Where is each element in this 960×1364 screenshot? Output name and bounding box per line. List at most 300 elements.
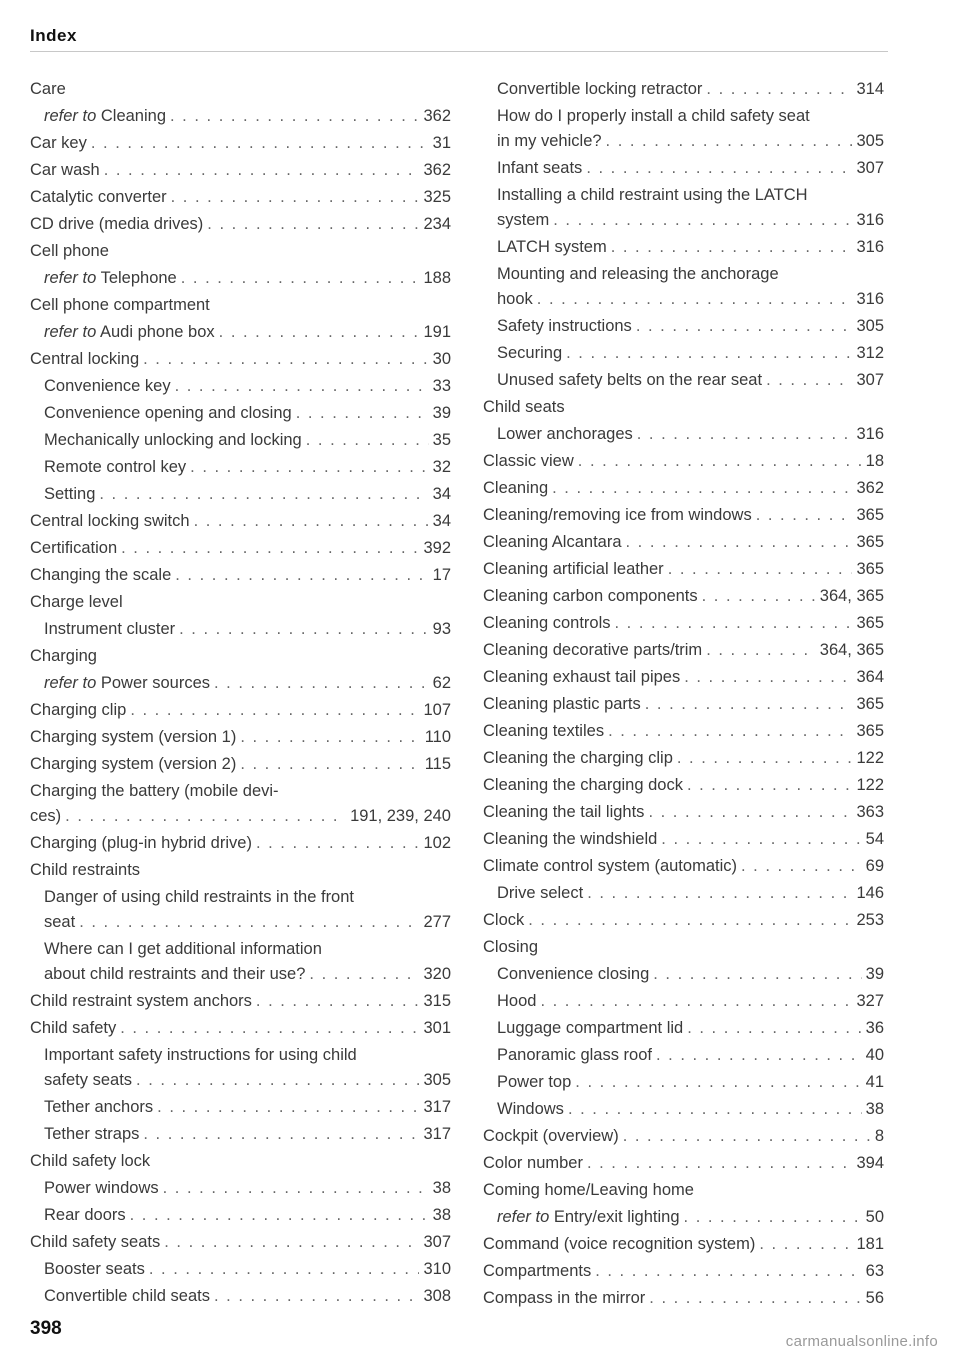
entry-row [497,156,884,181]
index-subentry [483,183,884,235]
entry-term [483,1232,755,1257]
index-subentry [483,1097,884,1124]
entry-row [44,1068,451,1093]
entry-label: Entry/exit lighting [553,1208,680,1226]
index-entry [30,293,451,320]
entry-label: seat [44,913,76,931]
entry-term [30,1016,116,1041]
page-reference: 36 [865,1019,884,1037]
entry-label: Charging clip [30,701,127,719]
entry-row [30,563,451,588]
page-reference: 317 [423,1125,451,1143]
entry-term [483,476,548,501]
index-subentry [483,989,884,1016]
index-subentry [30,266,451,293]
page-reference: 301 [423,1019,451,1037]
entry-row [30,185,451,210]
entry-label: Charging (plug-in hybrid drive) [30,834,252,852]
dot-leader [149,1257,420,1282]
cross-reference-label: refer to [497,1208,550,1226]
entry-term [483,1286,645,1311]
entry-term [30,858,140,883]
entry-term [44,455,186,480]
page-reference: 50 [865,1208,884,1226]
index-entry [30,831,451,858]
index-entry [30,858,451,885]
entry-term [497,368,762,393]
entry-row [44,1257,451,1282]
entry-term [44,617,175,642]
dot-leader [611,235,853,260]
entry-label: Cleaning the charging clip [483,749,673,767]
dot-leader [130,698,419,723]
page-reference: 63 [865,1262,884,1280]
dot-leader [136,1068,419,1093]
dot-leader [552,476,852,501]
entry-term [30,563,171,588]
index-subentry [483,235,884,262]
dot-leader [65,804,346,829]
entry-term [44,1176,159,1201]
entry-label: Setting [44,485,96,503]
dot-leader [157,1095,419,1120]
entry-label: Cleaning carbon components [483,587,698,605]
entry-label: Car key [30,134,87,152]
entry-label: Cell phone compartment [30,296,210,314]
entry-row [483,1259,884,1284]
index-entry [483,692,884,719]
page-reference: 362 [423,107,451,125]
index-entry [30,752,451,779]
entry-label: Cleaning plastic parts [483,695,641,713]
dot-leader [741,854,862,879]
dot-leader [687,1016,861,1041]
page-reference: 392 [423,539,451,557]
entry-term [30,77,66,102]
entry-row [44,1284,451,1309]
index-entry [30,158,451,185]
dot-leader [587,881,852,906]
entry-label: Cockpit (overview) [483,1127,619,1145]
entry-label: Hood [497,992,537,1010]
entry-row [44,910,451,935]
entry-term [44,266,177,291]
dot-leader [649,1286,861,1311]
index-entry [483,773,884,800]
entry-term [483,611,611,636]
entry-term [44,1203,126,1228]
entry-label: Coming home/Leaving home [483,1181,694,1199]
index-subentry [483,262,884,314]
index-entry [30,1149,451,1176]
entry-term [497,235,607,260]
entry-row [483,584,884,609]
index-entry [30,1230,451,1257]
entry-row [30,1016,451,1041]
entry-term [483,719,604,744]
dot-leader [706,77,852,102]
index-entry [30,725,451,752]
index-subentry [483,962,884,989]
entry-term [30,536,117,561]
entry-term [30,131,87,156]
index-entry [483,1232,884,1259]
index-entry [30,1016,451,1043]
entry-label: Charge level [30,593,123,611]
page-reference: 364 [856,668,884,686]
cross-reference-label: refer to [44,269,97,287]
dot-leader [528,908,852,933]
index-entry [483,530,884,557]
index-entry [483,449,884,476]
index-entry [483,503,884,530]
index-entry [483,746,884,773]
entry-term [44,671,210,696]
entry-label: Central locking [30,350,140,368]
index-subentry [30,885,451,937]
index-subentry [30,104,451,131]
entry-label: Convenience closing [497,965,650,983]
entry-label: Charging system (version 1) [30,728,237,746]
header-divider [30,51,888,52]
dot-leader [306,428,429,453]
entry-label: Mechanically unlocking and locking [44,431,302,449]
dot-leader [626,530,853,555]
index-subentry [483,314,884,341]
entry-row [44,455,451,480]
entry-row [44,320,451,345]
page-reference: 305 [856,132,884,150]
entry-row [44,266,451,291]
entry-label: Booster seats [44,1260,145,1278]
entry-label: Child safety lock [30,1152,151,1170]
page-reference: 314 [856,80,884,98]
entry-row [497,287,884,312]
entry-term [497,881,583,906]
page-reference: 316 [856,211,884,229]
dot-leader [240,752,420,777]
entry-row [30,858,451,883]
entry-term [497,1097,564,1122]
index-entry [30,989,451,1016]
entry-label: Classic view [483,452,574,470]
entry-row [483,1124,884,1149]
entry-term [44,401,292,426]
entry-term [30,752,236,777]
dot-leader [181,266,420,291]
entry-row [44,617,451,642]
index-subentry [483,1070,884,1097]
entry-label: ces) [30,807,62,825]
page-reference: 305 [856,317,884,335]
entry-label: Lower anchorages [497,425,633,443]
page-reference: 110 [424,728,451,746]
index-entry [30,77,451,104]
entry-term [30,347,139,372]
entry-term [497,1016,683,1041]
page-reference: 307 [856,159,884,177]
entry-term [497,77,702,102]
entry-row [483,1151,884,1176]
page-reference: 312 [856,344,884,362]
cross-reference-label: refer to [44,674,97,692]
page-reference: 35 [432,431,451,449]
entry-term [30,1230,160,1255]
dot-leader [309,962,419,987]
page-reference: 102 [423,834,451,852]
page-reference: 253 [856,911,884,929]
entry-label: Cell phone [30,242,109,260]
entry-term [483,530,622,555]
page-reference: 365 [856,506,884,524]
entry-row [30,804,451,829]
entry-row [30,698,451,723]
page-reference: 307 [856,371,884,389]
entry-row [483,827,884,852]
index-subentry [30,482,451,509]
page-reference: 363 [856,803,884,821]
entry-row [483,611,884,636]
page-number: 398 [30,1318,62,1339]
dot-leader [756,503,853,528]
entry-label: Convenience key [44,377,171,395]
entry-term [497,314,632,339]
index-entry [483,908,884,935]
index-entry [30,239,451,266]
entry-text-line: Installing a child restraint using the LATCH [497,186,808,204]
entry-label: Cleaning [100,107,167,125]
dot-leader [568,1097,862,1122]
page-reference: 146 [856,884,884,902]
entry-row [483,746,884,771]
entry-label: Care [30,80,66,98]
entry-row [497,1043,884,1068]
index-subentry [483,1205,884,1232]
index-subentry [483,341,884,368]
entry-term [483,854,737,879]
entry-label: Compass in the mirror [483,1289,646,1307]
entry-row [497,341,884,366]
index-subentry [30,428,451,455]
entry-row [30,590,451,615]
dot-leader [537,287,853,312]
page-reference: 308 [423,1287,451,1305]
entry-label: Changing the scale [30,566,172,584]
entry-label: Luggage compartment lid [497,1019,684,1037]
page-reference: 122 [856,749,884,767]
index-subentry [30,1284,451,1311]
entry-row [497,881,884,906]
dot-leader [104,158,420,183]
entry-row [30,1149,451,1174]
index-entry [483,665,884,692]
page-reference: 315 [423,992,451,1010]
entry-row [483,395,884,420]
page-reference: 364, 365 [819,641,884,659]
page-reference: 320 [423,965,451,983]
entry-term [30,590,123,615]
page-reference: 188 [423,269,451,287]
page-reference: 62 [432,674,451,692]
dot-leader [214,671,429,696]
entry-label: Remote control key [44,458,187,476]
entry-term [30,1149,150,1174]
entry-text-line: Charging the battery (mobile devi- [30,782,279,800]
entry-row [30,1230,451,1255]
entry-label: Audi phone box [99,323,215,341]
page-reference: 39 [432,404,451,422]
index-entry [483,611,884,638]
index-entry [30,698,451,725]
entry-label: Cleaning the tail lights [483,803,645,821]
index-subentry [30,671,451,698]
entry-term [44,482,95,507]
entry-label: Central locking switch [30,512,190,530]
entry-row [483,719,884,744]
index-entry [483,638,884,665]
dot-leader [130,1203,429,1228]
entry-term [44,104,166,129]
cross-reference-label: refer to [44,107,97,125]
entry-label: Tether straps [44,1125,140,1143]
entry-term [30,644,97,669]
dot-leader [179,617,429,642]
entry-label: Child safety seats [30,1233,161,1251]
entry-row [44,1122,451,1147]
dot-leader [595,1259,861,1284]
entry-term [497,1043,652,1068]
page-reference: 310 [423,1260,451,1278]
dot-leader [706,638,816,663]
page-reference: 39 [865,965,884,983]
index-subentry [483,1016,884,1043]
entry-label: Panoramic glass roof [497,1046,652,1064]
entry-term [483,1151,583,1176]
dot-leader [296,401,429,426]
entry-row [483,476,884,501]
entry-term [44,962,305,987]
index-entry [30,212,451,239]
entry-row [44,374,451,399]
entry-term [483,638,702,663]
entry-label: Safety instructions [497,317,632,335]
page-reference: 33 [432,377,451,395]
entry-term [44,320,215,345]
entry-row [30,644,451,669]
page-reference: 365 [856,614,884,632]
entry-label: Power windows [44,1179,159,1197]
index-entry [483,395,884,422]
entry-row [483,503,884,528]
page-reference: 34 [432,485,451,503]
index-entry [30,347,451,374]
index-entry [30,509,451,536]
page-reference: 327 [856,992,884,1010]
entry-label: safety seats [44,1071,133,1089]
entry-row [497,208,884,233]
entry-row [483,557,884,582]
entry-label: LATCH system [497,238,607,256]
entry-row [30,131,451,156]
page-reference: 365 [856,722,884,740]
page-reference: 394 [856,1154,884,1172]
page-reference: 325 [423,188,451,206]
index-entry [30,536,451,563]
entry-row [30,77,451,102]
index-subentry [483,368,884,395]
entry-label: Cleaning the windshield [483,830,658,848]
entry-label: Securing [497,344,563,362]
index-entry [30,590,451,617]
entry-term [30,725,236,750]
entry-row [497,962,884,987]
index-entry [483,854,884,881]
entry-text-line: How do I properly install a child safety seat [497,107,810,125]
page-reference: 305 [423,1071,451,1089]
entry-row [497,989,884,1014]
entry-term [483,746,673,771]
entry-row [483,854,884,879]
entry-term [30,509,190,534]
entry-label: Cleaning the charging dock [483,776,683,794]
entry-term [497,1205,680,1230]
entry-label: Rear doors [44,1206,126,1224]
dot-leader [668,557,853,582]
index-entry [483,1286,884,1313]
dot-leader [608,719,852,744]
entry-row [497,129,884,154]
watermark-text: carmanualsonline.info [785,1333,938,1350]
entry-term [30,804,61,829]
index-subentry [30,374,451,401]
page-reference: 69 [865,857,884,875]
page-reference: 365 [856,560,884,578]
entry-label: Cleaning artificial leather [483,560,664,578]
index-subentry [483,77,884,104]
entry-term [30,212,203,237]
entry-label: Cleaning/removing ice from windows [483,506,752,524]
dot-leader [143,347,429,372]
entry-row [44,1095,451,1120]
page-reference: 364, 365 [819,587,884,605]
entry-term [483,1259,591,1284]
dot-leader [566,341,852,366]
entry-row [30,831,451,856]
page-reference: 307 [423,1233,451,1251]
dot-leader [677,746,853,771]
page-reference: 316 [856,290,884,308]
page-reference: 191, 239, 240 [350,807,451,825]
page-reference: 107 [423,701,451,719]
index-entry [483,800,884,827]
page-reference: 365 [856,533,884,551]
page-reference: 316 [856,238,884,256]
page-reference: 365 [856,695,884,713]
page-reference: 317 [423,1098,451,1116]
entry-term [497,341,562,366]
dot-leader [578,449,862,474]
entry-label: hook [497,290,533,308]
page-reference: 316 [856,425,884,443]
entry-label: Clock [483,911,525,929]
entry-row [483,692,884,717]
page-reference: 41 [865,1073,884,1091]
entry-term [30,698,126,723]
entry-row [44,671,451,696]
page-reference: 32 [432,458,451,476]
entry-row [30,239,451,264]
index-column-right [483,77,884,1313]
